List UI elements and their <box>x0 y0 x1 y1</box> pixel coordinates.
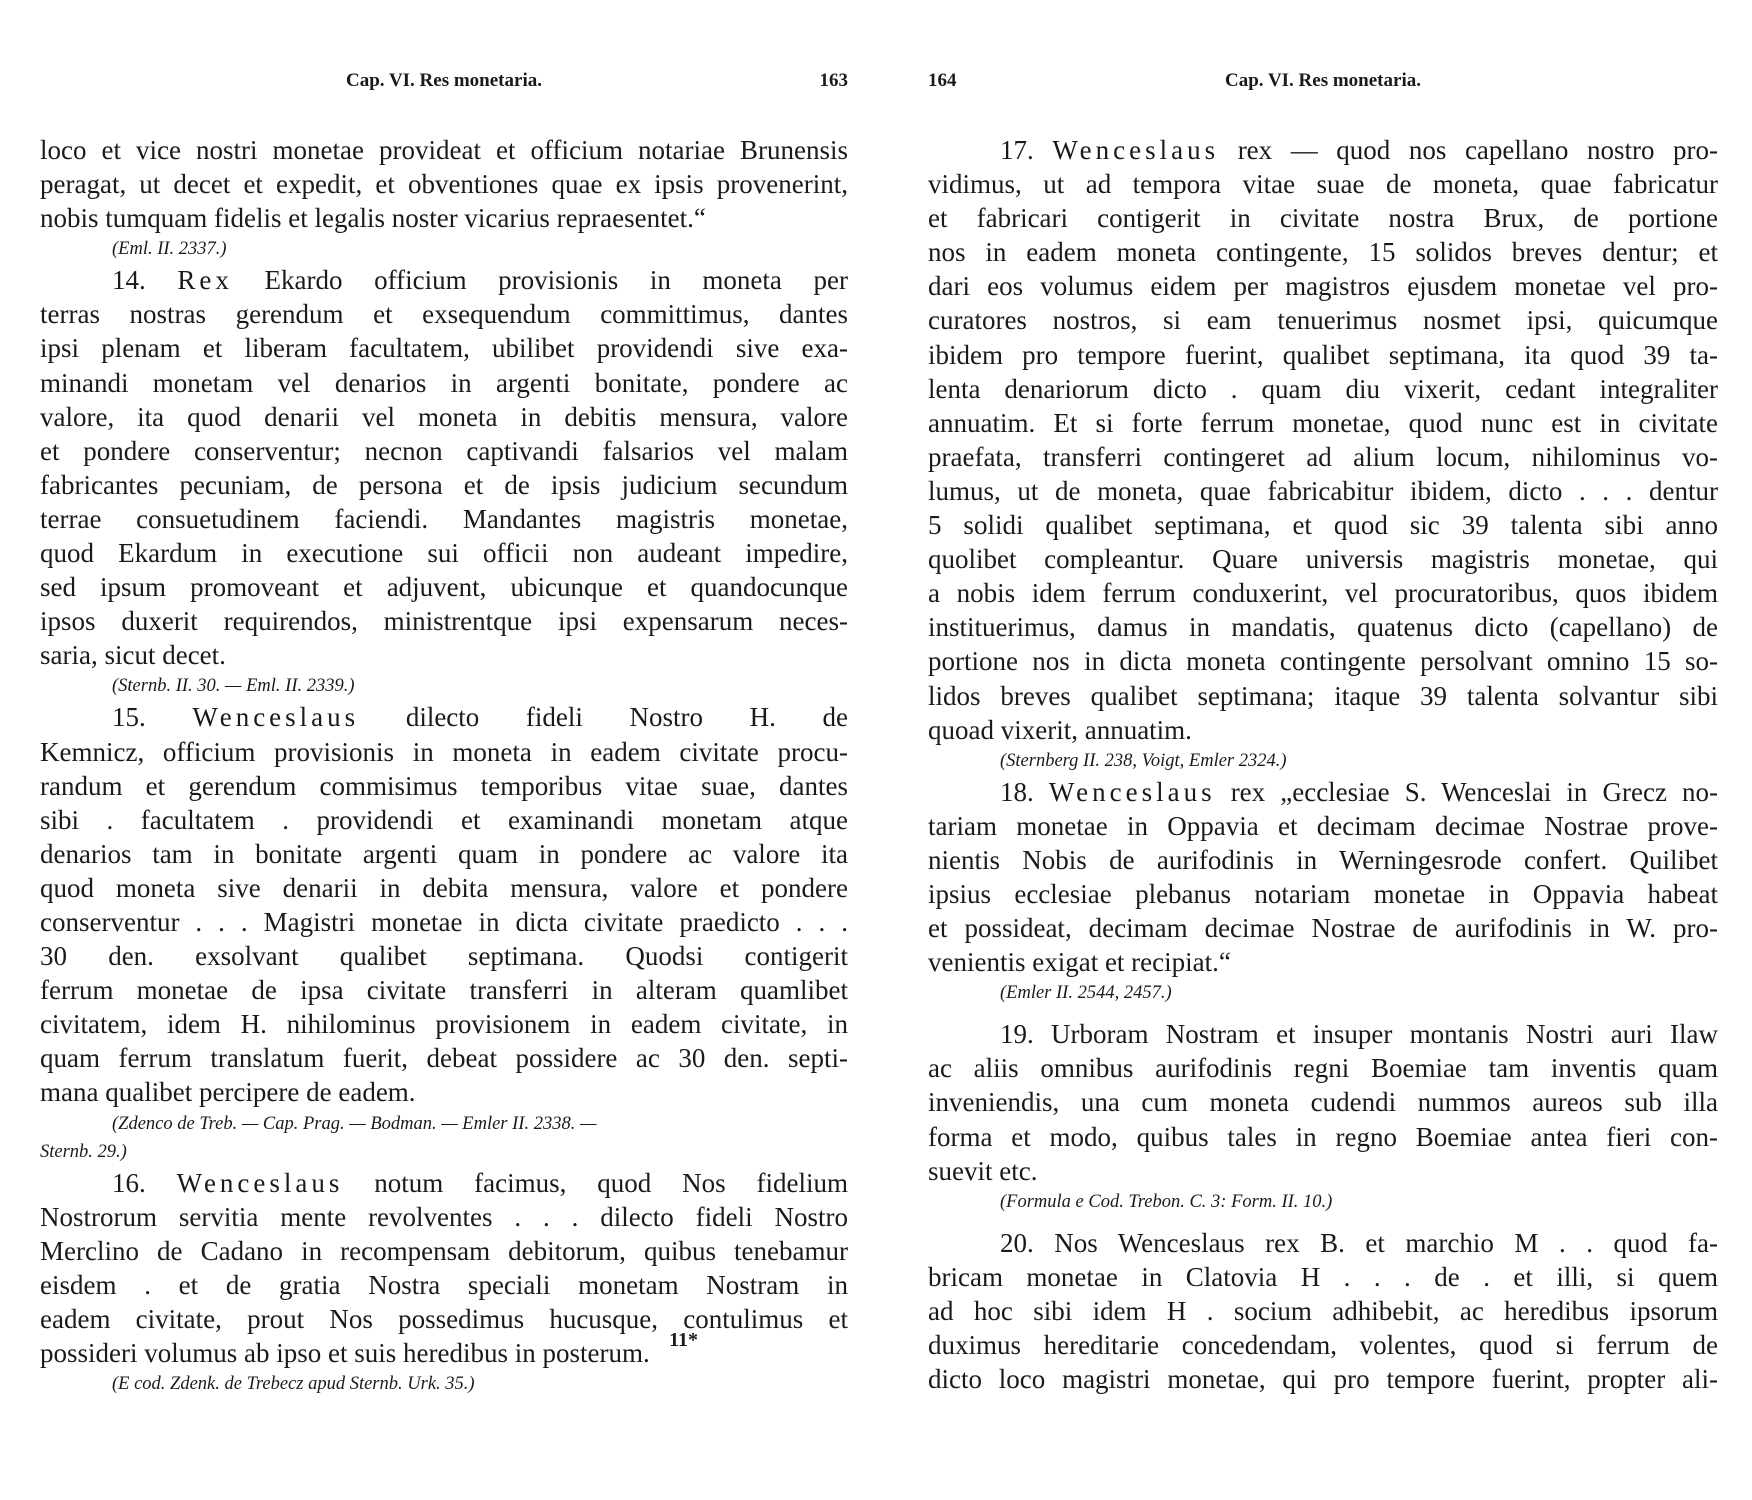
right-page-header <box>928 70 1718 110</box>
text-line: quoad vixerit, annuatim. <box>928 714 1192 745</box>
text-line: sed ipsum promoveant et adjuvent, ubicunque et quandocunque <box>40 572 848 603</box>
page-number: 163 <box>819 70 848 91</box>
entry-number: 16. <box>112 1167 177 1198</box>
text-line: nientis Nobis de aurifodinis in Werningesrode confert. Quilibet <box>928 844 1718 875</box>
text-line: et fabricari contigerit in civitate nostra Brux, de portione <box>928 203 1718 234</box>
citation: (Zdenco de Treb. — Cap. Prag. — Bodman. — Emler II. 2338. — <box>112 1113 597 1134</box>
text-line: portione nos in dicta moneta contingente persolvant omnino 15 so- <box>928 646 1718 677</box>
entry-first-line: 17. Wenceslaus rex — quod nos capellano nostro pro- <box>1000 135 1719 165</box>
citation: (Eml. II. 2337.) <box>112 239 227 260</box>
right-page <box>928 0 1718 1500</box>
citation: (Emler II. 2544, 2457.) <box>1000 983 1172 1004</box>
text-line: annuatim. Et si forte ferrum monetae, quod nunc est in civitate <box>928 407 1718 438</box>
text-line: tariam monetae in Oppavia et decimam decimae Nostrae prove- <box>928 810 1718 841</box>
entry-first-line: 19. Urboram Nostram et insuper montanis Nostri auri Ilaw <box>1000 1019 1718 1050</box>
text-line: nos in eadem moneta contingente, 15 solidos breves dentur; et <box>928 237 1718 268</box>
paragraph-gap <box>928 1216 1718 1226</box>
text-line: a nobis idem ferrum conduxerint, vel procuratoribus, quos ibidem <box>928 578 1718 609</box>
text-line: fabricantes pecuniam, de persona et de ipsis judicium secundum <box>40 469 848 500</box>
text-line: praefata, transferri contingeret ad alium locum, nihilominus vo- <box>928 441 1718 472</box>
text-line: quod Ekardum in executione sui officii non audeant impedire, <box>40 538 848 569</box>
page-number: 164 <box>928 70 957 91</box>
text-line: randum et gerendum commisimus temporibus vitae suae, dantes <box>40 770 848 801</box>
text-line: curatores nostros, si eam tenuerimus nosmet ipsi, quicumque <box>928 305 1718 336</box>
entry-number: 15. <box>112 702 193 733</box>
entry-first-line: 20. Nos Wenceslaus rex B. et marchio M . . quod fa- <box>1000 1227 1718 1258</box>
spaced-name: Rex <box>177 265 233 296</box>
text-line: ac aliis omnibus aurifodinis regni Boemiae tam inventis quam <box>928 1053 1718 1084</box>
text-line: eisdem . et de gratia Nostra speciali monetam Nostram in <box>40 1269 848 1300</box>
text-line: ibidem pro tempore fuerint, qualibet septimana, ita quod 39 ta- <box>928 339 1718 370</box>
signature-mark: 11* <box>669 1329 698 1351</box>
text-line: terrae consuetudinem faciendi. Mandantes magistris monetae, <box>40 503 848 534</box>
text-line: conserventur . . . Magistri monetae in dicta civitate praedicto . . . <box>40 906 848 937</box>
entry-number: 14. <box>112 265 178 296</box>
entry-first-line: 15. Wenceslaus dilecto fideli Nostro H. de <box>112 702 849 733</box>
running-title: Cap. VI. Res monetaria. <box>346 70 542 91</box>
text-line: et pondere conserventur; necnon captivandi falsarios vel malam <box>40 435 848 466</box>
entry-first-line: 14. Rex Ekardo officium provisionis in moneta per <box>112 265 848 296</box>
text-line: ipsi plenam et liberam facultatem, ubilibet providendi sive exa- <box>40 333 848 364</box>
text-line: inveniendis, una cum moneta cudendi nummos aureos sub illa <box>928 1087 1718 1118</box>
text-line: ipsius ecclesiae plebanus notariam monetae in Oppavia habeat <box>928 878 1718 909</box>
text-line: instituerimus, damus in mandatis, quatenus dicto (capellano) de <box>928 612 1718 643</box>
entry-first-line: 18. Wenceslaus rex „ecclesiae S. Wenceslai in Grecz no- <box>1000 776 1718 807</box>
text-line: ferrum monetae de ipsa civitate transferri in alteram quamlibet <box>40 975 848 1006</box>
text-line: sibi . facultatem . providendi et examinandi monetam atque <box>40 804 848 835</box>
text-line: lidos breves qualibet septimana; itaque 39 talenta solvantur sibi <box>928 680 1718 711</box>
spaced-name: Wenceslaus <box>1052 135 1220 165</box>
text-line: ipsos duxerit requirendos, ministrentque ipsi expensarum neces- <box>40 606 848 637</box>
citation: Sternb. 29.) <box>40 1141 127 1162</box>
right-page-body <box>928 133 1718 1396</box>
left-page-header <box>40 70 848 110</box>
spaced-name: Wenceslaus <box>192 702 360 733</box>
text-line: Merclino de Cadano in recompensam debitorum, quibus tenebamur <box>40 1235 848 1266</box>
entry-number: 17. <box>1000 135 1053 165</box>
spaced-name: Wenceslaus <box>1048 776 1216 807</box>
paragraph-gap <box>928 1007 1718 1017</box>
text-line: vidimus, ut ad tempora vitae suae de moneta, quae fabricatur <box>928 169 1718 200</box>
text-line: minandi monetam vel denarios in argenti bonitate, pondere ac <box>40 367 848 398</box>
entry-number: 20. <box>1000 1227 1055 1258</box>
text-line: venientis exigat et recipiat.“ <box>928 947 1231 978</box>
text-line: peragat, ut decet et expedit, et obventiones quae ex ipsis provenerint, <box>40 169 848 200</box>
text-line: eadem civitate, prout Nos possedimus hucusque, contulimus et <box>40 1303 848 1334</box>
entry-number: 19. <box>1000 1019 1052 1050</box>
spaced-name: Wenceslaus <box>176 1167 344 1198</box>
citation: (Formula e Cod. Trebon. C. 3: Form. II. 10.) <box>1000 1191 1333 1212</box>
text-line: valore, ita quod denarii vel moneta in debitis mensura, valore <box>40 401 848 432</box>
running-title: Cap. VI. Res monetaria. <box>1225 70 1421 91</box>
text-line: lumus, ut de moneta, quae fabricabitur ibidem, dicto . . . dentur <box>928 475 1718 506</box>
text-line: et possideat, decimam decimae Nostrae de aurifodinis in W. pro- <box>928 913 1718 944</box>
text-line: civitatem, idem H. nihilominus provisionem in eadem civitate, in <box>40 1009 848 1040</box>
text-line: quod moneta sive denarii in debita mensura, valore et pondere <box>40 872 848 903</box>
text-line: lenta denariorum dicto . quam diu vixerit, cedant integraliter <box>928 373 1718 404</box>
entry-first-line: 16. Wenceslaus notum facimus, quod Nos fidelium <box>112 1167 848 1198</box>
text-line: suevit etc. <box>928 1155 1038 1186</box>
text-line: quam ferrum translatum fuerit, debeat possidere ac 30 den. septi- <box>40 1043 848 1074</box>
text-line: possideri volumus ab ipso et suis heredibus in posterum. <box>40 1338 650 1368</box>
left-page <box>40 0 848 1500</box>
citation: (Sternberg II. 238, Voigt, Emler 2324.) <box>1000 750 1287 771</box>
text-line: bricam monetae in Clatovia H . . . de . et illi, si quem <box>928 1261 1718 1292</box>
text-line: Kemnicz, officium provisionis in moneta in eadem civitate procu- <box>40 736 848 767</box>
text-line: 30 den. exsolvant qualibet septimana. Quodsi contigerit <box>40 941 848 972</box>
text-line: dari eos volumus eidem per magistros ejusdem monetae vel pro- <box>928 271 1718 302</box>
text-line: nobis tumquam fidelis et legalis noster vicarius repraesentet.“ <box>40 203 706 234</box>
text-line: mana qualibet percipere de eadem. <box>40 1077 416 1108</box>
text-line: denarios tam in bonitate argenti quam in pondere ac valore ita <box>40 838 848 869</box>
text-line: loco et vice nostri monetae provideat et officium notariae Brunensis <box>40 135 848 165</box>
text-line: dicto loco magistri monetae, qui pro tempore fuerint, propter ali- <box>928 1364 1718 1395</box>
text-line: Nostrorum servitia mente revolventes . . . dilecto fideli Nostro <box>40 1201 848 1232</box>
left-page-body <box>40 133 848 1398</box>
text-line: forma et modo, quibus tales in regno Boemiae antea fieri con- <box>928 1121 1718 1152</box>
citation: (E cod. Zdenk. de Trebecz apud Sternb. Urk. 35.) <box>112 1374 475 1395</box>
text-line: 5 solidi qualibet septimana, et quod sic 39 talenta sibi anno <box>928 510 1718 541</box>
text-line: quolibet compleantur. Quare universis magistris monetae, qui <box>928 544 1718 575</box>
text-line: ad hoc sibi idem H . socium adhibebit, ac heredibus ipsorum <box>928 1295 1718 1326</box>
text-line: terras nostras gerendum et exsequendum committimus, dantes <box>40 299 848 330</box>
citation: (Sternb. II. 30. — Eml. II. 2339.) <box>112 676 355 697</box>
entry-number: 18. <box>1000 776 1049 807</box>
text-line: duximus hereditarie concedendam, volentes, quod si ferrum de <box>928 1330 1718 1360</box>
text-line: saria, sicut decet. <box>40 640 226 671</box>
